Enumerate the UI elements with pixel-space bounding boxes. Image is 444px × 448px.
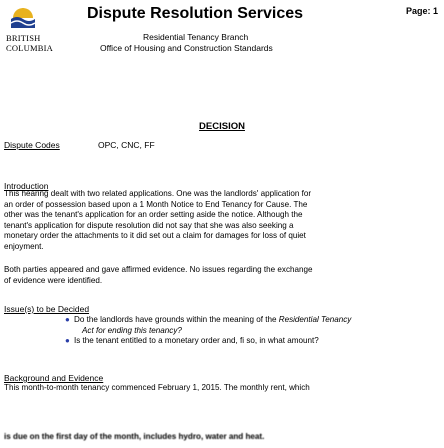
text-line: This hearing dealt with two related applications. One was the landlords' application for — [4, 189, 312, 198]
list-item — [4, 336, 440, 347]
text-line: is due on the first day of the month, includes hydro, water and heat. — [4, 432, 265, 441]
parties-paragraph — [4, 265, 440, 286]
dispute-codes-label: Dispute Codes — [4, 140, 60, 150]
issue-2-text: Is the tenant entitled to a monetary order and, fi so, in what amount? — [74, 336, 319, 346]
bullet-icon: ● — [65, 336, 70, 346]
issues-heading: Issue(s) to be Decided — [4, 304, 90, 314]
decision-heading: DECISION — [199, 121, 245, 132]
text-line: This month-to-month tenancy commenced February 1, 2015. The monthly rent, which — [4, 383, 310, 392]
logo-word-1: BRITISH — [6, 33, 41, 43]
background-paragraph — [4, 383, 440, 394]
issue-1-text: Do the landlords have grounds within the meaning of the — [74, 315, 279, 324]
issues-list — [4, 315, 440, 347]
page-number: Page: 1 — [405, 6, 438, 16]
cutoff-line-container — [0, 432, 444, 448]
bullet-icon: ● — [65, 315, 70, 324]
issue-1-act-name: Residential Tenancy — [278, 315, 352, 324]
text-line: Both parties appeared and gave affirmed evidence. No issues regarding the exchange — [4, 265, 313, 274]
text-line: monetary order the attachments to it did set out a claim for damages for loss of quiet — [4, 231, 306, 241]
bc-logo-wordmark — [6, 33, 53, 53]
introduction-paragraph — [4, 189, 440, 253]
office-name: Office of Housing and Construction Standards — [100, 43, 273, 53]
document-title: Dispute Resolution Services — [87, 5, 304, 22]
branch-info — [100, 32, 273, 54]
dispute-codes-value: OPC, CNC, FF — [98, 140, 155, 150]
introduction-heading: Introduction — [4, 181, 49, 191]
list-item — [4, 315, 440, 326]
branch-name: Residential Tenancy Branch — [143, 32, 249, 42]
issue-1-continuation: Act for ending this tenancy? — [82, 325, 182, 335]
text-line: enjoyment. — [4, 241, 44, 251]
text-line: other was the tenant's application for an order setting aside the notice. Although the — [4, 210, 303, 220]
text-line: tenant's application for dispute resolution did not say that she was also seeking a — [4, 220, 294, 230]
bc-sun-logo-icon — [10, 6, 36, 28]
logo-word-2: COLUMBIA — [6, 43, 53, 53]
text-line: of evidence were identified. — [4, 275, 103, 285]
background-heading: Background and Evidence — [4, 373, 104, 383]
text-line: an order of possession based upon a 1 Month Notice to End Tenancy for Cause. The — [4, 199, 308, 209]
